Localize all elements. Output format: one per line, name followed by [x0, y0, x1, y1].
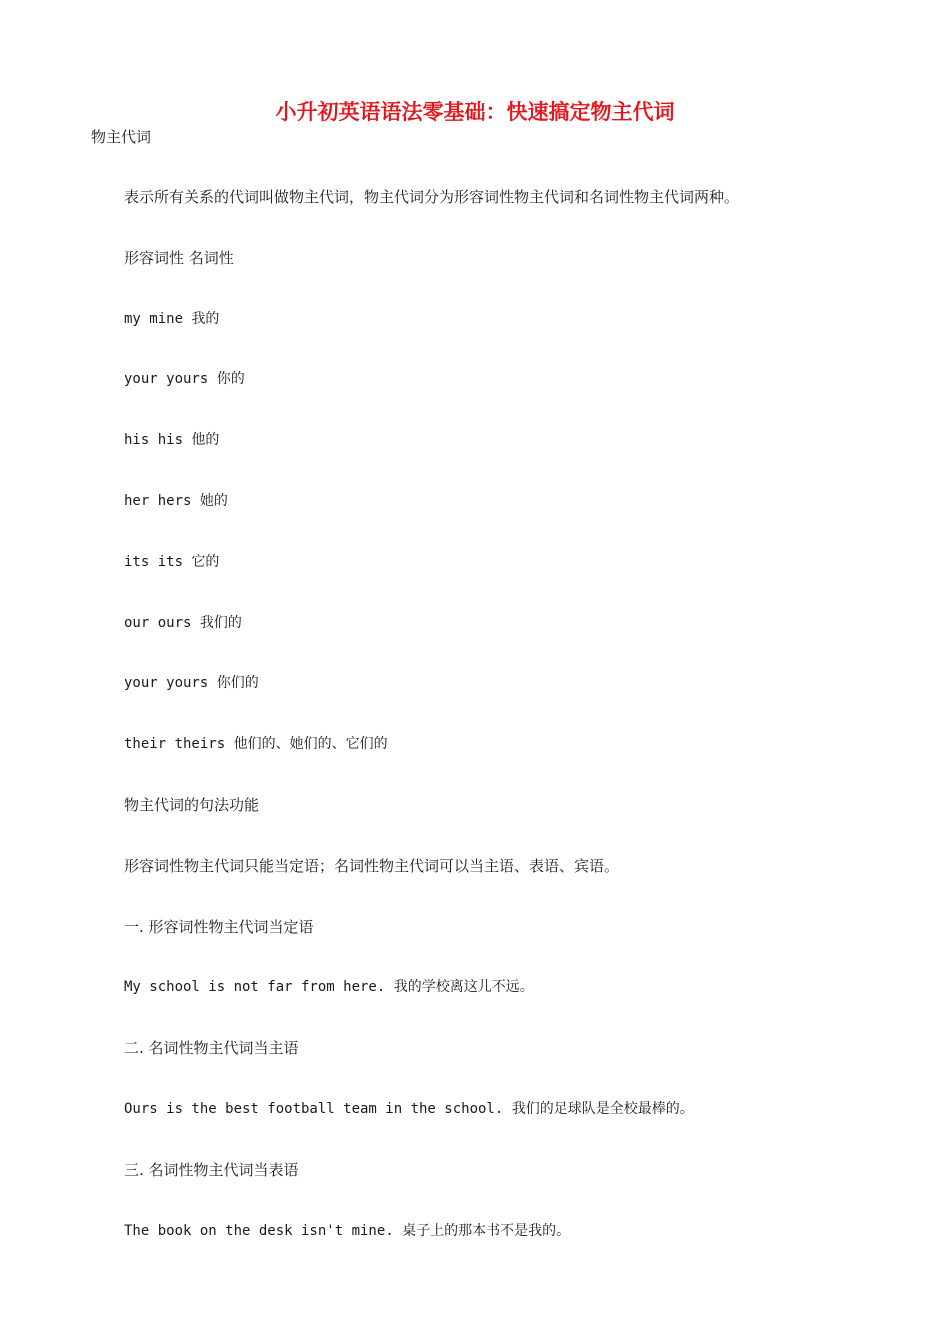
- point-three-heading: 三. 名词性物主代词当表语: [124, 1160, 299, 1179]
- pronoun-row-their: their theirs 他们的、她们的、它们的: [124, 736, 388, 753]
- example-sentence-one: My school is not far from here. 我的学校离这儿不远。: [124, 979, 534, 996]
- example-sentence-three: The book on the desk isn't mine. 桌子上的那本书不是我的。: [124, 1222, 571, 1239]
- section-label: 物主代词: [91, 128, 152, 146]
- subheading-syntax-function: 物主代词的句法功能: [124, 795, 260, 814]
- paragraph-definition: 表示所有关系的代词叫做物主代词，物主代词分为形容词性物主代词和名词性物主代词两种。: [124, 188, 740, 206]
- pronoun-row-his: his his 他的: [124, 432, 220, 449]
- pronoun-row-her: her hers 她的: [124, 492, 228, 509]
- pronoun-row-your: your yours 你的: [124, 371, 245, 388]
- pronoun-row-its: its its 它的: [124, 553, 220, 570]
- example-sentence-two: Ours is the best football team in the school. 我们的足球队是全校最棒的。: [124, 1100, 694, 1117]
- pronoun-row-my: my mine 我的: [124, 310, 220, 327]
- body-text: [124, 186, 884, 1280]
- paragraph-syntax-rule: 形容词性物主代词只能当定语；名词性物主代词可以当主语、表语、宾语。: [124, 856, 620, 875]
- table-header: 形容词性 名词性: [124, 248, 234, 267]
- document-title: 小升初英语语法零基础：快速搞定物主代词: [275, 100, 675, 124]
- pronoun-row-your-plural: your yours 你们的: [124, 675, 259, 692]
- point-two-heading: 二. 名词性物主代词当主语: [124, 1039, 299, 1058]
- point-one-heading: 一. 形容词性物主代词当定语: [124, 917, 314, 936]
- pronoun-row-our: our ours 我们的: [124, 614, 242, 631]
